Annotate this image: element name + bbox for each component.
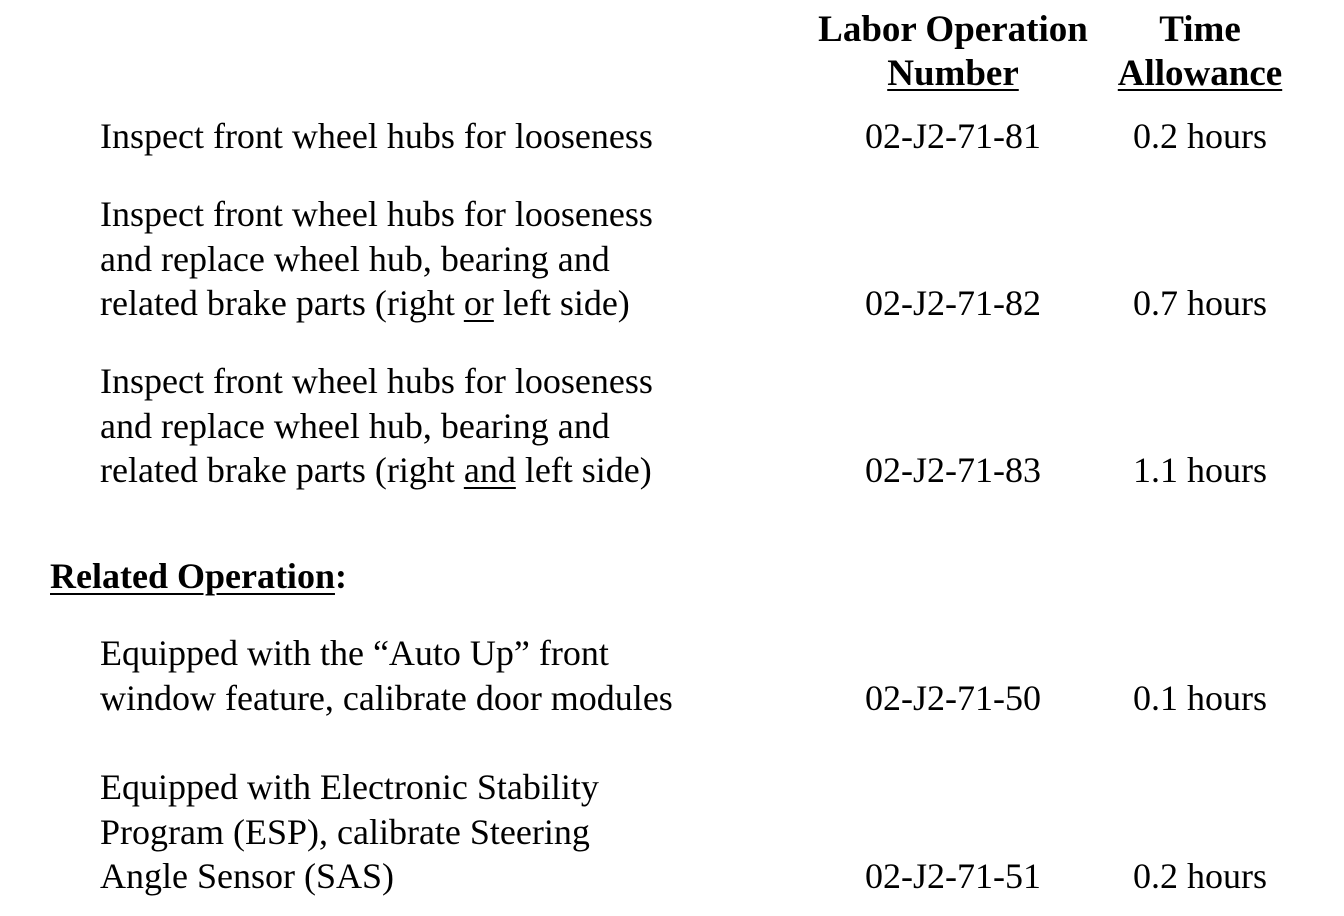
- time-header-line2: Allowance: [1117, 53, 1283, 94]
- related-description-1: [100, 631, 673, 720]
- related-time-2: 0.2 hours: [1133, 856, 1267, 896]
- time-allowance-header: [1100, 8, 1300, 96]
- emphasis-and: and: [463, 450, 516, 490]
- labor-operation-number-header: [803, 8, 1103, 96]
- operation-description-1: [100, 114, 653, 159]
- time-allowance-1: 0.2 hours: [1133, 116, 1267, 156]
- description-text: left side): [493, 283, 630, 323]
- operation-description-2: [100, 192, 653, 326]
- description-line: Equipped with Electronic Stability: [100, 767, 599, 807]
- description-line: Equipped with the “Auto Up” front: [100, 633, 609, 673]
- related-time-1: 0.1 hours: [1133, 678, 1267, 718]
- related-operation-title: Related Operation: [50, 556, 335, 596]
- operation-description-3: [100, 359, 653, 493]
- description-line: Program (ESP), calibrate Steering: [100, 811, 590, 852]
- operation-number-1: 02-J2-71-81: [865, 116, 1041, 156]
- description-line-last: [100, 448, 653, 493]
- related-operation-heading: [50, 554, 347, 598]
- related-description-2: [100, 765, 599, 899]
- related-operation-colon: :: [334, 556, 347, 596]
- description-line: Inspect front wheel hubs for looseness: [100, 194, 653, 234]
- labor-header-line1: Labor Operation: [818, 9, 1088, 50]
- description-line: window feature, calibrate door modules: [100, 677, 673, 718]
- description-line: Inspect front wheel hubs for looseness: [100, 361, 653, 401]
- description-line: and replace wheel hub, bearing and: [100, 405, 610, 446]
- description-text: related brake parts (right: [100, 450, 464, 490]
- operation-number-3: 02-J2-71-83: [865, 450, 1041, 490]
- related-number-2: 02-J2-71-51: [865, 856, 1041, 896]
- related-number-1: 02-J2-71-50: [865, 678, 1041, 718]
- emphasis-or: or: [463, 283, 494, 323]
- time-allowance-3: 1.1 hours: [1133, 450, 1267, 490]
- description-text: left side): [515, 450, 652, 490]
- description-line: Inspect front wheel hubs for looseness: [100, 116, 653, 156]
- description-line: and replace wheel hub, bearing and: [100, 238, 610, 279]
- description-line: Angle Sensor (SAS): [100, 856, 394, 896]
- description-line-last: [100, 281, 653, 326]
- time-header-line1: Time: [1159, 9, 1241, 50]
- description-text: related brake parts (right: [100, 283, 464, 323]
- labor-header-line2: Number: [887, 53, 1019, 94]
- time-allowance-2: 0.7 hours: [1133, 283, 1267, 323]
- operation-number-2: 02-J2-71-82: [865, 283, 1041, 323]
